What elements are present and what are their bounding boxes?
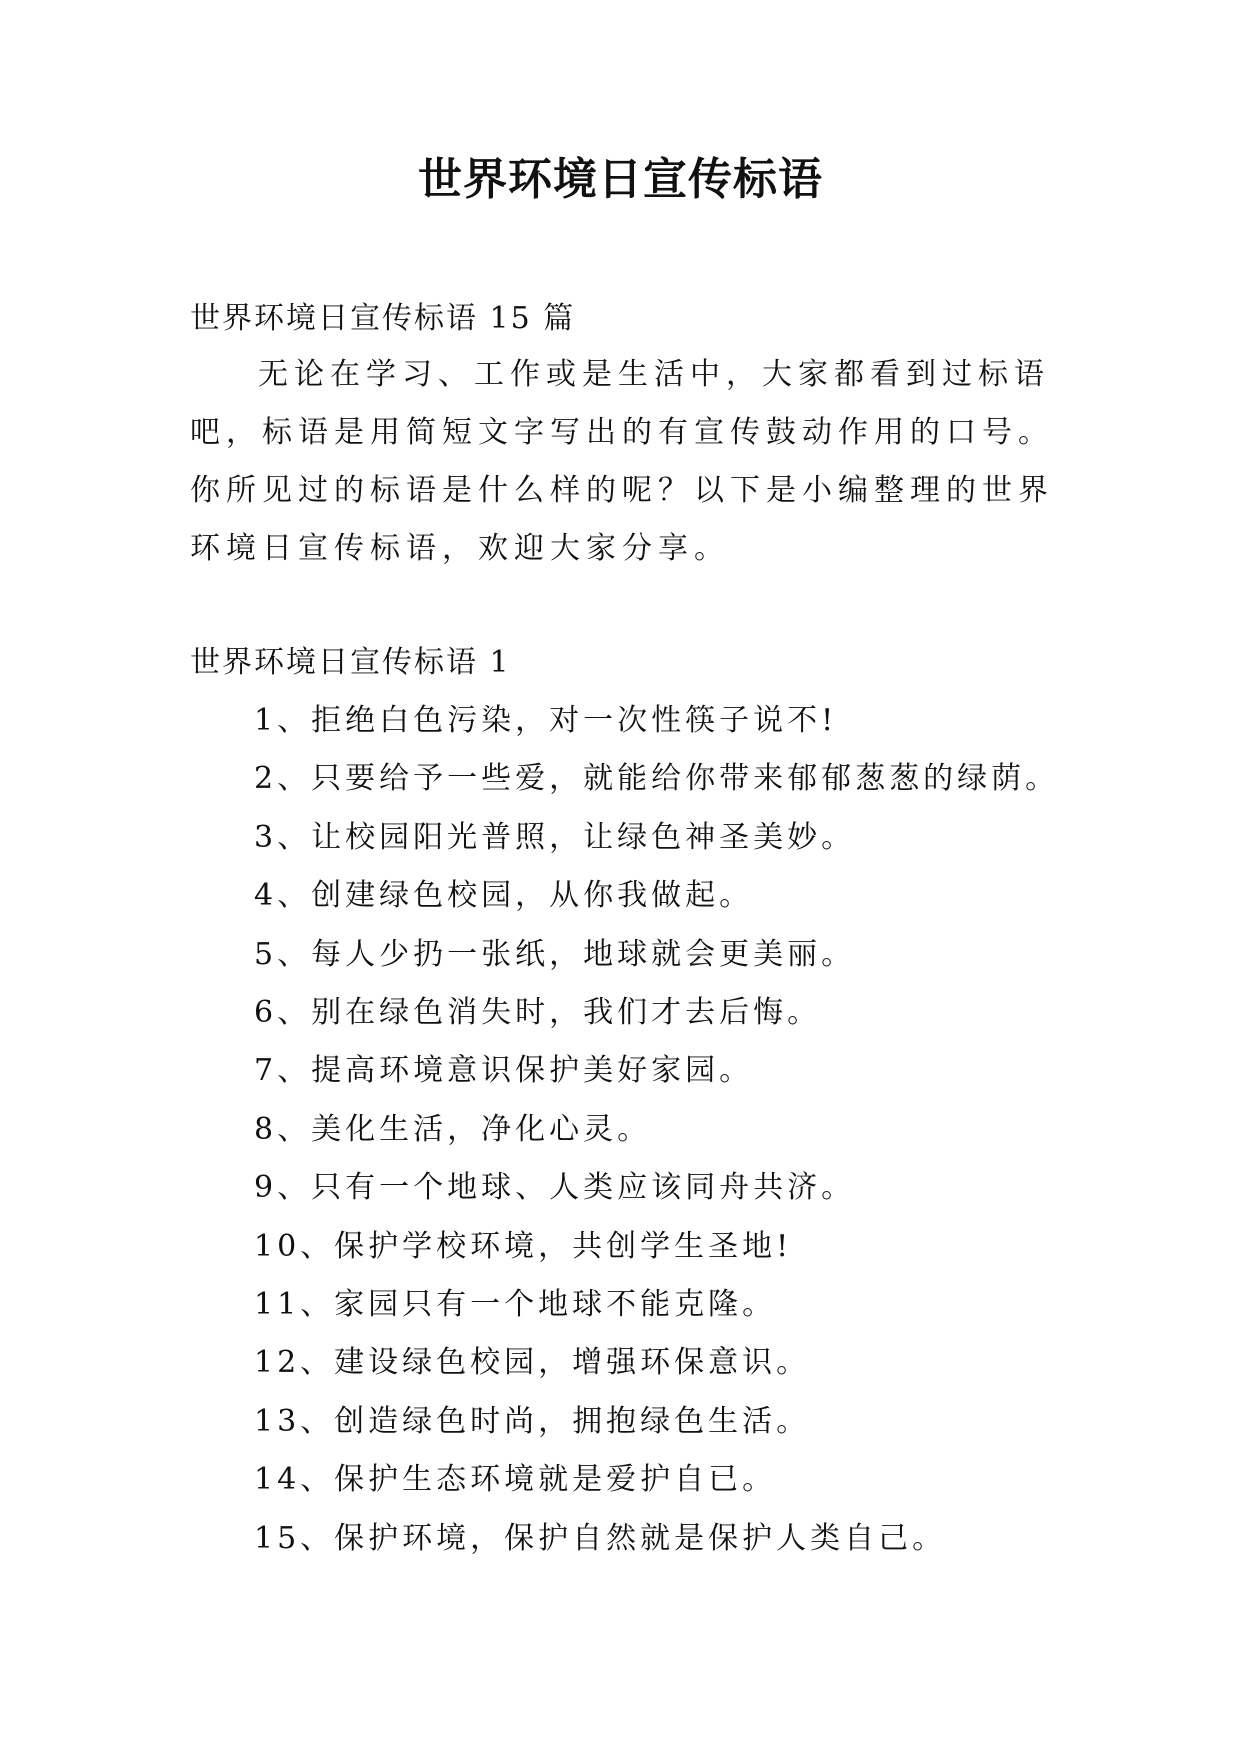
slogan-item: 15、保护环境，保护自然就是保护人类自己。 <box>254 1520 947 1556</box>
slogan-item: 13、创造绿色时尚，拥抱绿色生活。 <box>254 1403 811 1439</box>
slogan-item: 6、别在绿色消失时，我们才去后悔。 <box>254 995 822 1031</box>
intro-paragraph: 无论在学习、工作或是生活中，大家都看到过标语吧，标语是用简短文字写出的有宣传鼓动作用的口号。你所见过的标语是什么样的呢？以下是小编整理的世界环境日宣传标语，欢迎大家分享。 <box>190 357 1054 566</box>
slogan-item: 7、提高环境意识保护美好家园。 <box>254 1053 754 1089</box>
slogan-item: 11、家园只有一个地球不能克隆。 <box>254 1287 777 1323</box>
slogan-item: 2、只要给予一些爱，就能给你带来郁郁葱葱的绿荫。 <box>254 761 1060 797</box>
slogan-list <box>254 692 1059 1568</box>
slogan-item: 10、保护学校环境，共创学生圣地! <box>254 1228 793 1264</box>
slogan-item: 8、美化生活，净化心灵。 <box>254 1111 652 1147</box>
slogan-item: 14、保护生态环境就是爱护自已。 <box>254 1462 777 1498</box>
slogan-item: 1、拒绝白色污染，对一次性筷子说不! <box>254 703 838 738</box>
slogan-item: 4、创建绿色校园，从你我做起。 <box>254 878 754 914</box>
document-subtitle: 世界环境日宣传标语 15 篇 <box>190 301 576 336</box>
slogan-item: 12、建设绿色校园，增强环保意识。 <box>254 1345 811 1381</box>
slogan-item: 3、让校园阳光普照，让绿色神圣美妙。 <box>254 819 856 855</box>
slogan-item: 5、每人少扔一张纸，地球就会更美丽。 <box>254 936 856 972</box>
section-heading: 世界环境日宣传标语 1 <box>190 645 511 680</box>
slogan-item: 9、只有一个地球、人类应该同舟共济。 <box>254 1170 856 1206</box>
document-title: 世界环境日宣传标语 <box>418 154 823 205</box>
